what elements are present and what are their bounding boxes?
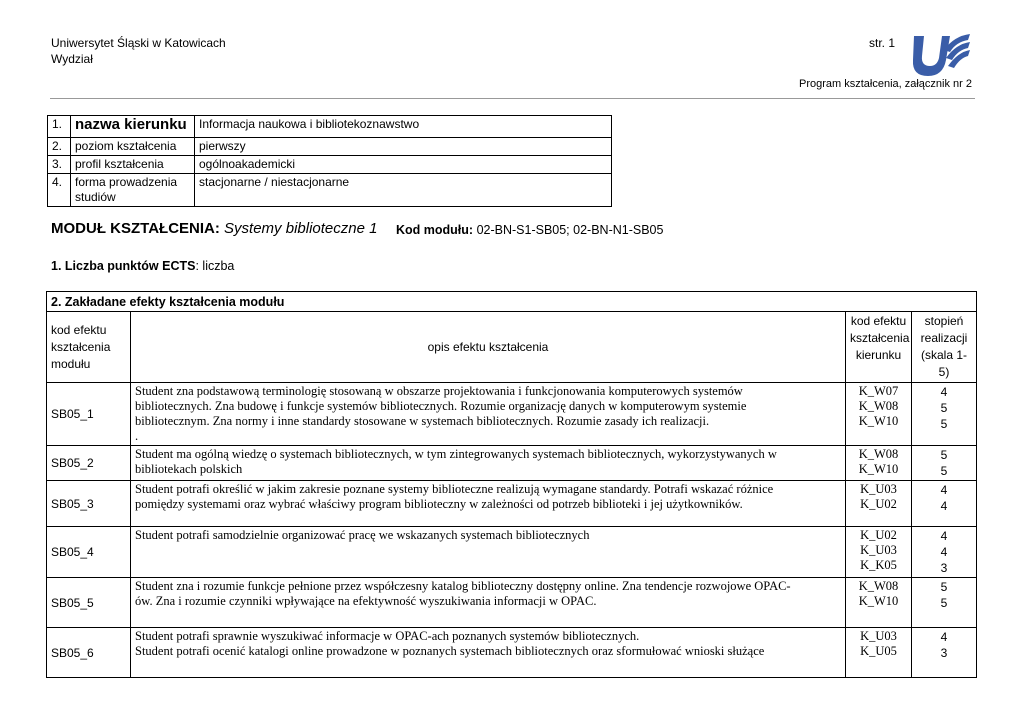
program-code: K_W08 (858, 447, 899, 461)
effect-description (131, 578, 846, 628)
info-row (48, 174, 612, 207)
page-number: str. 1 (869, 36, 896, 50)
realization-levels (912, 446, 977, 481)
program-code: K_K05 (860, 558, 897, 572)
level-value: 4 (940, 483, 948, 497)
realization-levels (912, 383, 977, 446)
ects-label: 1. Liczba punktów ECTS (51, 259, 196, 273)
level-value: 5 (940, 401, 948, 415)
level-value: 5 (940, 596, 948, 610)
desc-line: Student ma ogólną wiedzę o systemach bibliotecznych, w tym zintegrowanych systemach bibliotecznych, wykorzystywanych w (135, 447, 777, 461)
program-code: K_W10 (858, 414, 899, 428)
desc-line: ów. Zna i rozumie czynniki wpływające na efektywność wyszukiwania informacji w OPAC. (135, 594, 597, 608)
info-num: 1. (48, 116, 71, 138)
program-effect-codes (846, 383, 912, 446)
effects-header-row (47, 312, 977, 383)
program-code: K_W10 (858, 594, 899, 608)
level-value: 4 (940, 545, 948, 559)
table-row (47, 446, 977, 481)
program-effect-codes (846, 481, 912, 527)
realization-levels (912, 481, 977, 527)
desc-line: Student zna podstawową terminologię stosowaną w obszarze projektowania i funkcjonowania komputerowych systemów (135, 384, 743, 398)
info-num: 3. (48, 156, 71, 174)
realization-levels (912, 527, 977, 578)
program-effect-codes (846, 446, 912, 481)
info-value: stacjonarne / niestacjonarne (195, 174, 612, 207)
effects-title: 2. Zakładane efekty kształcenia modułu (47, 292, 977, 312)
program-code: K_U03 (860, 482, 897, 496)
effect-description (131, 446, 846, 481)
program-code: K_U02 (860, 528, 897, 542)
level-value: 3 (940, 561, 948, 575)
program-code: K_U03 (860, 629, 897, 643)
effect-code: SB05_2 (47, 446, 131, 481)
effect-code: SB05_1 (47, 383, 131, 446)
info-num: 4. (48, 174, 71, 207)
realization-levels (912, 578, 977, 628)
ects-line (51, 259, 234, 273)
effect-description (131, 481, 846, 527)
desc-line: bibliotecznych. Zna budowę i funkcje systemów bibliotecznych. Rozumie organizację danych w komputerowym systemie (135, 399, 747, 413)
level-value: 5 (940, 464, 948, 478)
faculty-label: Wydział (51, 52, 93, 66)
program-code: K_U03 (860, 543, 897, 557)
program-effect-codes (846, 628, 912, 678)
program-code: K_W08 (858, 399, 899, 413)
program-code: K_U05 (860, 644, 897, 658)
level-value: 4 (940, 385, 948, 399)
desc-line: Student potrafi ocenić katalogi online prowadzone w poznanych systemach bibliotecznych oraz sformułować wnioski służące (135, 644, 765, 658)
level-value: 5 (940, 417, 948, 431)
effect-description (131, 628, 846, 678)
program-attachment: Program kształcenia, załącznik nr 2 (798, 78, 972, 90)
program-effect-codes (846, 578, 912, 628)
col-header-desc: opis efektu kształcenia (131, 312, 846, 383)
desc-line: pomiędzy systemami oraz wybrać właściwy program biblioteczny w zależności od potrzeb biblioteki i jej użytkowników. (135, 497, 743, 511)
effect-code: SB05_4 (47, 527, 131, 578)
module-title (51, 220, 377, 237)
effect-code: SB05_6 (47, 628, 131, 678)
desc-line: Student potrafi sprawnie wyszukiwać informacje w OPAC-ach poznanych systemów bibliotecznych. (135, 629, 640, 643)
desc-line: bibliotekach polskich (135, 462, 243, 476)
info-row (48, 138, 612, 156)
col-header-code: kod efektu kształcenia modułu (47, 312, 131, 383)
module-code-label: Kod modułu: (396, 223, 474, 237)
table-row (47, 481, 977, 527)
table-row (47, 628, 977, 678)
info-label: profil kształcenia (71, 156, 195, 174)
info-row (48, 116, 612, 138)
table-row (47, 383, 977, 446)
program-info-table (47, 115, 612, 207)
table-row (47, 527, 977, 578)
program-code: K_U02 (860, 497, 897, 511)
info-value: Informacja naukowa i bibliotekoznawstwo (195, 116, 612, 138)
university-name: Uniwersytet Śląski w Katowicach (51, 36, 226, 50)
header-divider (50, 98, 975, 99)
info-num: 2. (48, 138, 71, 156)
desc-line: . (135, 429, 139, 443)
program-effect-codes (846, 527, 912, 578)
table-row (47, 578, 977, 628)
info-value: ogólnoakademicki (195, 156, 612, 174)
info-label: forma prowadzenia studiów (71, 174, 195, 207)
level-value: 4 (940, 499, 948, 513)
desc-line: Student potrafi samodzielnie organizować pracę we wskazanych systemach bibliotecznych (135, 528, 590, 542)
ects-value: : liczba (195, 259, 235, 273)
desc-line: Student potrafi określić w jakim zakresie poznane systemy biblioteczne realizują wymagane standardy. Potrafi wskazać różnice (135, 482, 774, 496)
effect-description (131, 383, 846, 446)
level-value: 4 (940, 630, 948, 644)
module-name: Systemy biblioteczne 1 (224, 220, 378, 237)
module-code-value: 02-BN-S1-SB05; 02-BN-N1-SB05 (476, 223, 664, 237)
level-value: 3 (940, 646, 948, 660)
desc-line: Student zna i rozumie funkcje pełnione przez współczesny katalog biblioteczny dostępny online. Zna tendencje rozwojowe OPAC- (135, 579, 791, 593)
col-header-level: stopień realizacji (skala 1-5) (912, 312, 977, 383)
effect-description (131, 527, 846, 578)
col-header-program-code: kod efektu kształcenia kierunku (846, 312, 912, 383)
effects-table (46, 291, 977, 678)
program-code: K_W07 (858, 384, 899, 398)
module-label: MODUŁ KSZTAŁCENIA: (51, 220, 220, 237)
university-logo-icon (910, 30, 972, 78)
realization-levels (912, 628, 977, 678)
module-code (396, 223, 663, 237)
desc-line: bibliotecznym. Zna normy i inne standardy stosowane w systemach bibliotecznych. Rozumie zasady ich realizacji. (135, 414, 710, 428)
level-value: 5 (940, 448, 948, 462)
effect-code: SB05_3 (47, 481, 131, 527)
program-code: K_W08 (858, 579, 899, 593)
program-code: K_W10 (858, 462, 899, 476)
level-value: 4 (940, 529, 948, 543)
info-label: nazwa kierunku (71, 116, 195, 138)
info-label: poziom kształcenia (71, 138, 195, 156)
effect-code: SB05_5 (47, 578, 131, 628)
info-value: pierwszy (195, 138, 612, 156)
level-value: 5 (940, 580, 948, 594)
info-row (48, 156, 612, 174)
